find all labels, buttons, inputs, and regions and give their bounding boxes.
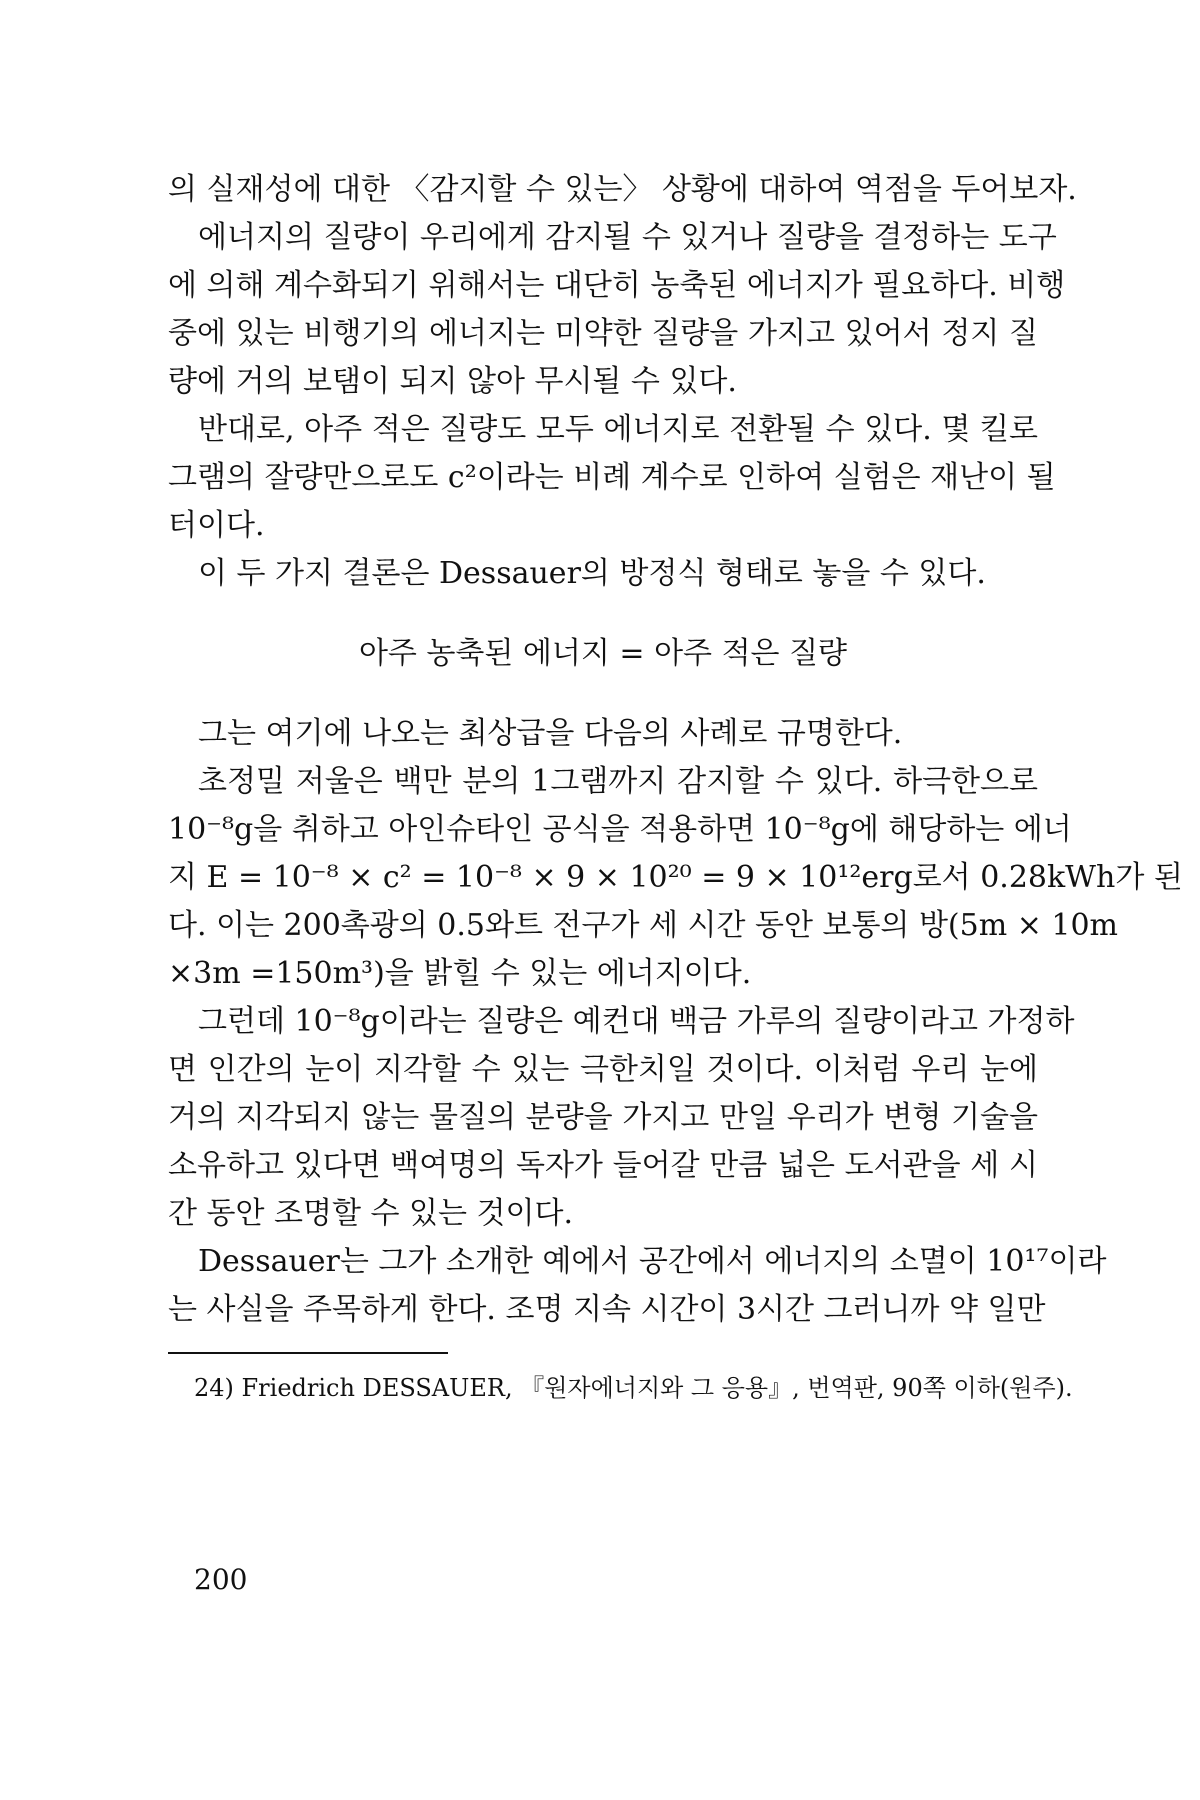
footnote-divider [168, 1352, 448, 1354]
body-line: 이 두 가지 결론은 Dessauer의 방정식 형태로 놓을 수 있다. [198, 556, 986, 591]
body-line: 거의 지각되지 않는 물질의 분량을 가지고 만일 우리가 변형 기술을 [168, 1100, 1038, 1135]
body-line: 반대로, 아주 적은 질량도 모두 에너지로 전환될 수 있다. 몇 킬로 [198, 412, 1038, 447]
body-line: 량에 거의 보탬이 되지 않아 무시될 수 있다. [168, 364, 737, 399]
equation: 아주 농축된 에너지 = 아주 적은 질량 [358, 636, 848, 671]
page-number: 200 [194, 1563, 248, 1596]
body-line: 중에 있는 비행기의 에너지는 미약한 질량을 가지고 있어서 정지 질 [168, 316, 1038, 351]
body-line: 소유하고 있다면 백여명의 독자가 들어갈 만큼 넓은 도서관을 세 시 [168, 1148, 1038, 1183]
body-line: 간 동안 조명할 수 있는 것이다. [168, 1196, 573, 1231]
body-line: 에 의해 계수화되기 위해서는 대단히 농축된 에너지가 필요하다. 비행 [168, 268, 1066, 303]
body-line: 10⁻⁸g을 취하고 아인슈타인 공식을 적용하면 10⁻⁸g에 해당하는 에너 [168, 812, 1072, 847]
body-line: 의 실재성에 대한 〈감지할 수 있는〉 상황에 대하여 역점을 두어보자. [168, 172, 1077, 207]
body-line: 지 E = 10⁻⁸ × c² = 10⁻⁸ × 9 × 10²⁰ = 9 × 10¹²erg로서 0.28kWh가 된 [168, 860, 1183, 895]
body-line: 는 사실을 주목하게 한다. 조명 지속 시간이 3시간 그러니까 약 일만 [168, 1292, 1046, 1327]
document-page [168, 0, 1183, 1800]
body-line: 면 인간의 눈이 지각할 수 있는 극한치일 것이다. 이처럼 우리 눈에 [168, 1052, 1038, 1087]
body-line: 다. 이는 200촉광의 0.5와트 전구가 세 시간 동안 보통의 방(5m × 10m [168, 908, 1118, 943]
body-line: 그런데 10⁻⁸g이라는 질량은 예컨대 백금 가루의 질량이라고 가정하 [198, 1004, 1075, 1039]
body-line: 그는 여기에 나오는 최상급을 다음의 사례로 규명한다. [198, 716, 903, 751]
body-line: 에너지의 질량이 우리에게 감지될 수 있거나 질량을 결정하는 도구 [198, 220, 1057, 255]
body-line: Dessauer는 그가 소개한 예에서 공간에서 에너지의 소멸이 10¹⁷이라 [198, 1244, 1107, 1279]
footnote: 24) Friedrich DESSAUER, 『원자에너지와 그 응용』, 번역판, 90쪽 이하(원주). [194, 1374, 1073, 1402]
body-line: 초정밀 저울은 백만 분의 1그램까지 감지할 수 있다. 하극한으로 [198, 764, 1038, 799]
body-line: 터이다. [168, 508, 265, 543]
body-line: ×3m =150m³)을 밝힐 수 있는 에너지이다. [168, 956, 752, 991]
body-line: 그램의 잘량만으로도 c²이라는 비례 계수로 인하여 실험은 재난이 될 [168, 460, 1056, 495]
